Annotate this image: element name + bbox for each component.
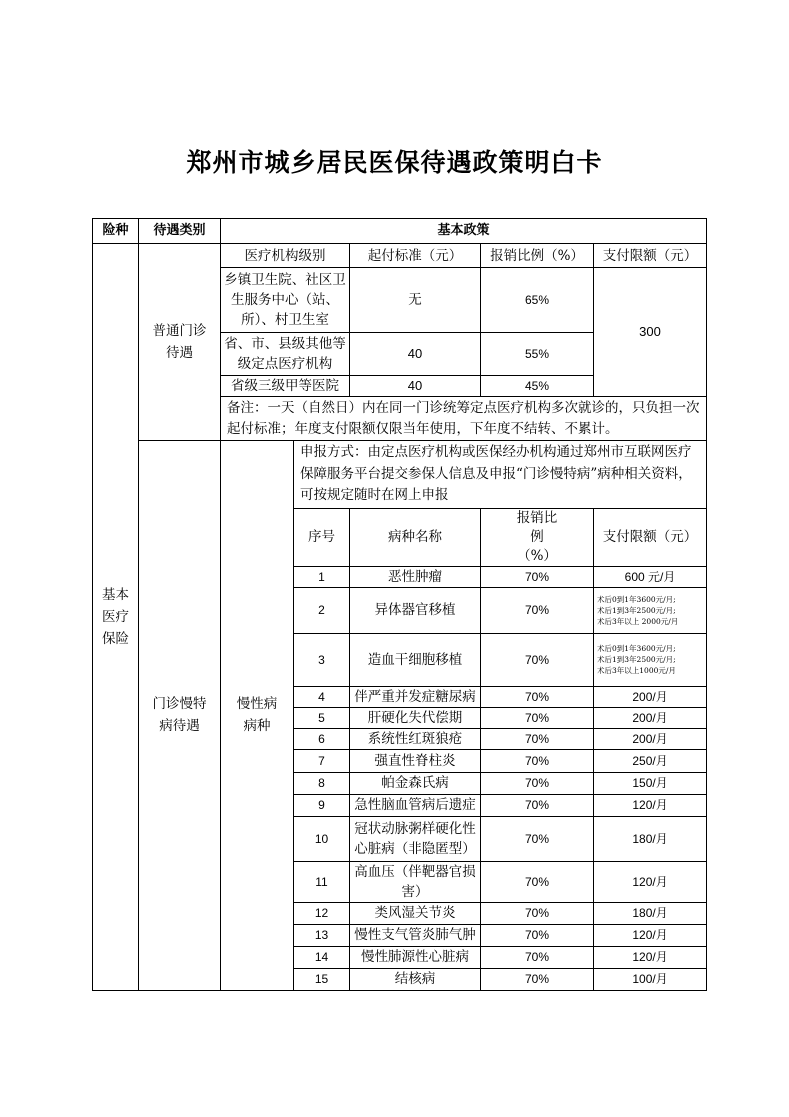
col-ratio: 报销比例（%）: [481, 244, 594, 268]
disease-ratio: 70%: [481, 968, 594, 990]
disease-limit: 120/月: [594, 794, 707, 816]
disease-ratio: 70%: [481, 633, 594, 686]
ratio-cell: 65%: [481, 268, 594, 333]
insurance-type-label: 基本医疗保险: [102, 586, 129, 647]
disease-limit-line: 术后0到1年3600元/月;: [597, 644, 676, 653]
disease-no: 13: [294, 924, 350, 946]
level-cell: 省、市、县级其他等级定点医疗机构: [221, 333, 350, 376]
disease-limit-line: 术后0到1年3600元/月;: [597, 594, 676, 604]
col-chronic-limit: 支付限额（元）: [594, 508, 707, 566]
disease-name: 高血压（伴靶器官损害）: [350, 861, 481, 902]
disease-limit: 200/月: [594, 707, 707, 728]
disease-limit: 200/月: [594, 686, 707, 707]
disease-limit: 250/月: [594, 749, 707, 772]
disease-name: 肝硬化失代偿期: [350, 707, 481, 728]
disease-no: 7: [294, 749, 350, 772]
page-title: 郑州市城乡居民医保待遇政策明白卡: [186, 148, 603, 177]
disease-limit: 100/月: [594, 968, 707, 990]
col-level: 医疗机构级别: [221, 244, 350, 268]
chronic-category-label: 门诊慢特病待遇: [152, 696, 207, 735]
disease-limit-line: 术后3年以上 2000元/月: [597, 616, 679, 626]
disease-name: 急性脑血管病后遗症: [350, 794, 481, 816]
disease-name: 帕金森氏病: [350, 772, 481, 794]
disease-limit: 180/月: [594, 816, 707, 861]
disease-limit: 120/月: [594, 946, 707, 968]
disease-no: 1: [294, 566, 350, 587]
chronic-subcategory: [221, 441, 294, 991]
disease-name: 恶性肿瘤: [350, 566, 481, 587]
disease-name: 伴严重并发症糖尿病: [350, 686, 481, 707]
outpatient-limit: 300: [594, 268, 707, 397]
disease-ratio: 70%: [481, 816, 594, 861]
col-chronic-ratio-label: 报销比例（%）: [516, 509, 558, 564]
disease-name: 系统性红斑狼疮: [350, 728, 481, 749]
level-cell: 省级三级甲等医院: [221, 376, 350, 397]
ratio-cell: 45%: [481, 376, 594, 397]
deductible-cell: 40: [350, 376, 481, 397]
disease-limit: 120/月: [594, 861, 707, 902]
disease-no: 8: [294, 772, 350, 794]
disease-limit: [594, 587, 707, 633]
deductible-cell: 40: [350, 333, 481, 376]
disease-name: 强直性脊柱炎: [350, 749, 481, 772]
disease-no: 9: [294, 794, 350, 816]
disease-name: 慢性肺源性心脏病: [350, 946, 481, 968]
disease-limit: 180/月: [594, 902, 707, 924]
disease-no: 5: [294, 707, 350, 728]
outpatient-note: 备注：一天（自然日）内在同一门诊统筹定点医疗机构多次就诊的，只负担一次起付标准；年度支付限额仅限当年使用，下年度不结转、不累计。: [221, 397, 707, 441]
disease-ratio: 70%: [481, 924, 594, 946]
disease-ratio: 70%: [481, 707, 594, 728]
disease-limit: [594, 633, 707, 686]
disease-limit-line: 术后1到3年2500元/月;: [597, 655, 676, 664]
disease-ratio: 70%: [481, 587, 594, 633]
disease-no: 14: [294, 946, 350, 968]
policy-table: [92, 218, 707, 991]
outpatient-category-label: 普通门诊待遇: [152, 323, 207, 361]
disease-name: 造血干细胞移植: [350, 633, 481, 686]
disease-name: 慢性支气管炎肺气肿: [350, 924, 481, 946]
disease-ratio: 70%: [481, 946, 594, 968]
disease-limit: 150/月: [594, 772, 707, 794]
disease-no: 3: [294, 633, 350, 686]
disease-ratio: 70%: [481, 728, 594, 749]
disease-limit-line: 术后1到3年2500元/月;: [597, 605, 676, 615]
disease-ratio: 70%: [481, 772, 594, 794]
disease-no: 2: [294, 587, 350, 633]
col-chronic-ratio: [481, 508, 594, 566]
disease-ratio: 70%: [481, 902, 594, 924]
disease-limit: 200/月: [594, 728, 707, 749]
apply-method: 申报方式：由定点医疗机构或医保经办机构通过郑州市互联网医疗保障服务平台提交参保人信息及申报“门诊慢特病”病种相关资料，可按规定随时在网上申报: [294, 441, 707, 509]
disease-no: 6: [294, 728, 350, 749]
disease-ratio: 70%: [481, 566, 594, 587]
header-category: 待遇类别: [139, 219, 221, 244]
ratio-cell: 55%: [481, 333, 594, 376]
chronic-subcategory-label: 慢性病病种: [236, 696, 278, 735]
col-name: 病种名称: [350, 508, 481, 566]
disease-ratio: 70%: [481, 861, 594, 902]
disease-no: 10: [294, 816, 350, 861]
disease-limit-line: 术后3年以上1000元/月: [597, 666, 676, 675]
disease-name: 结核病: [350, 968, 481, 990]
outpatient-category: [139, 244, 221, 441]
disease-no: 12: [294, 902, 350, 924]
chronic-category: [139, 441, 221, 991]
header-policy: 基本政策: [221, 219, 707, 244]
disease-name: 冠状动脉粥样硬化性心脏病（非隐匿型）: [350, 816, 481, 861]
disease-limit: 600 元/月: [594, 566, 707, 587]
disease-no: 4: [294, 686, 350, 707]
disease-ratio: 70%: [481, 686, 594, 707]
disease-ratio: 70%: [481, 749, 594, 772]
disease-no: 11: [294, 861, 350, 902]
header-insurance: 险种: [93, 219, 139, 244]
disease-no: 15: [294, 968, 350, 990]
col-deductible: 起付标准（元）: [350, 244, 481, 268]
col-limit: 支付限额（元）: [594, 244, 707, 268]
insurance-type: [93, 244, 139, 991]
disease-name: 类风湿关节炎: [350, 902, 481, 924]
disease-limit: 120/月: [594, 924, 707, 946]
level-cell: 乡镇卫生院、社区卫生服务中心（站、所）、村卫生室: [221, 268, 350, 333]
disease-name: 异体器官移植: [350, 587, 481, 633]
deductible-cell: 无: [350, 268, 481, 333]
col-no: 序号: [294, 508, 350, 566]
disease-ratio: 70%: [481, 794, 594, 816]
